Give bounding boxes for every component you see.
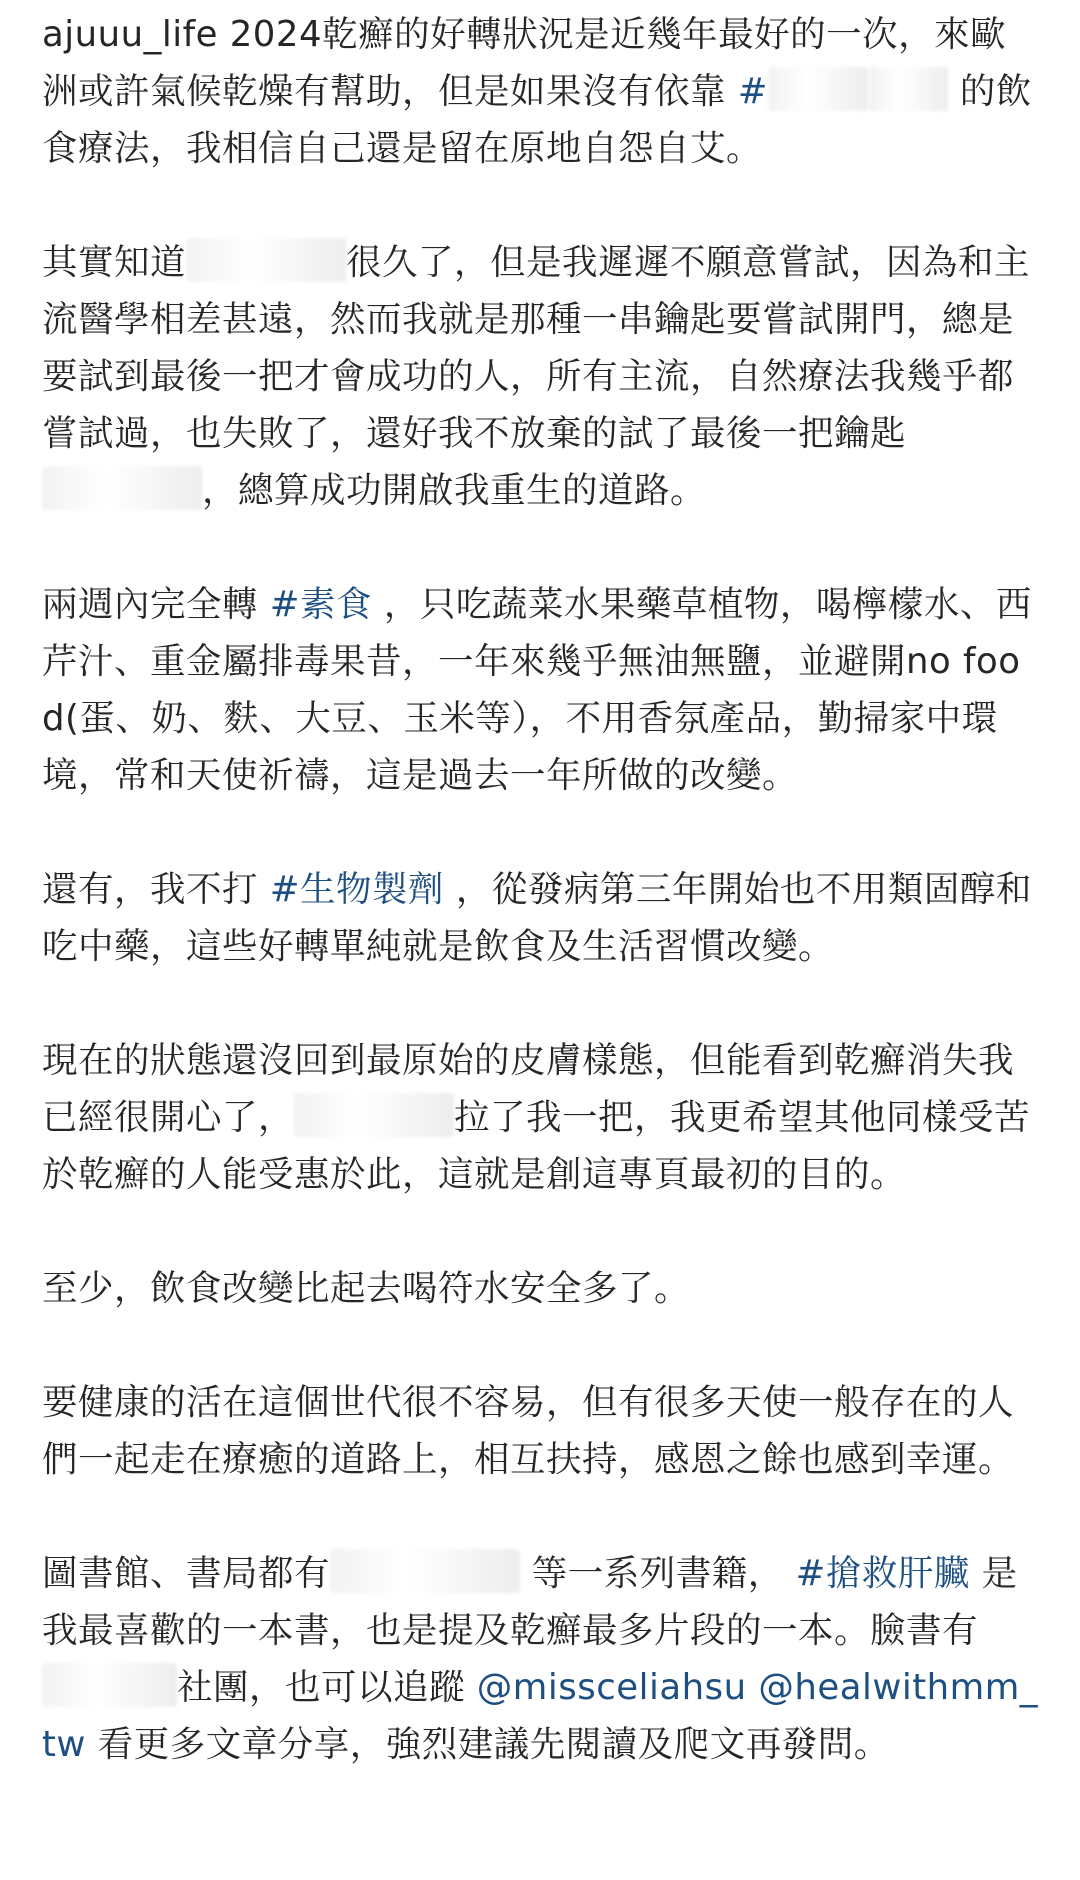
redacted-area xyxy=(186,238,346,282)
hashtag-link[interactable]: #生物製劑 xyxy=(269,869,445,910)
redacted-area xyxy=(330,1549,520,1593)
mention-link[interactable]: @healwithmm_tw xyxy=(42,1667,1039,1765)
redacted-area xyxy=(42,1663,177,1707)
caption-text: 現在的狀態還沒回到最原始的皮膚樣態，但能看到乾癬消失我已經很開心了， xyxy=(42,1040,1015,1138)
caption-text: ，總算成功開啟我重生的道路。 xyxy=(202,470,707,511)
caption-text: 還有，我不打 xyxy=(42,869,270,910)
caption-text: ，從發病第三年開始也不用類固醇和吃中藥，這些好轉單純就是飲食及生活習慣改變。 xyxy=(42,869,1032,967)
caption-text: 2024乾癬的好轉狀況是近幾年最好的一次，來歐洲或許氣候乾燥有幫助，但是如果沒有依靠 xyxy=(42,14,1007,112)
caption-text: 社團，也可以追蹤 xyxy=(177,1667,477,1708)
caption-text xyxy=(747,1667,759,1708)
caption-paragraph-5 xyxy=(42,1032,1040,1203)
caption-text: 圖書館、書局都有 xyxy=(42,1553,331,1594)
caption-text: 至少，飲食改變比起去喝符水安全多了。 xyxy=(42,1268,691,1309)
hashtag-link[interactable]: #搶救肝臟 xyxy=(795,1553,970,1594)
caption-text: 的飲食療法，我相信自己還是留在原地自怨自艾。 xyxy=(42,71,1032,169)
hashtag-link-redacted[interactable]: # xyxy=(737,71,769,112)
redacted-area xyxy=(42,466,202,510)
caption-text: 看更多文章分享，強烈建議先閱讀及爬文再發問。 xyxy=(85,1724,890,1765)
hashtag-link[interactable]: #素食 xyxy=(269,584,373,625)
caption-text: 是我最喜歡的一本書，也是提及乾癬最多片段的一本。臉書有 xyxy=(42,1553,1018,1651)
mention-link[interactable]: @missceliahsu xyxy=(476,1667,747,1708)
caption-text: 很久了，但是我遲遲不願意嘗試，因為和主流醫學相差甚遠，然而我就是那種一串鑰匙要嘗試開門，總是要試到最後一把才會成功的人，所有主流，自然療法我幾乎都嘗試過，也失敗了，還好我不放棄的試了最後一把鑰匙 xyxy=(42,242,1031,454)
username-link[interactable]: ajuuu_life xyxy=(42,14,218,55)
caption-text: 要健康的活在這個世代很不容易，但有很多天使一般存在的人們一起走在療癒的道路上，相互扶持，感恩之餘也感到幸運。 xyxy=(42,1382,1015,1480)
caption-text: 兩週內完全轉 xyxy=(42,584,270,625)
caption-text: ，只吃蔬菜水果藥草植物，喝檸檬水、西芹汁、重金屬排毒果昔，一年來幾乎無油無鹽，並避開no food(蛋、奶、麩、大豆、玉米等），不用香氛產品，勤掃家中環境，常和天使祈禱，這是過去一年所做的改變。 xyxy=(42,584,1032,796)
caption-paragraph-6 xyxy=(42,1260,1040,1317)
caption-paragraph-2 xyxy=(42,234,1040,519)
caption-text: 等一系列書籍， xyxy=(520,1553,796,1594)
redacted-area xyxy=(768,67,868,111)
redacted-area xyxy=(868,67,948,111)
caption-paragraph-1 xyxy=(42,6,1040,177)
caption-text: 拉了我一把，我更希望其他同樣受苦於乾癬的人能受惠於此，這就是創這專頁最初的目的。 xyxy=(42,1097,1031,1195)
caption-paragraph-3 xyxy=(42,576,1040,804)
caption-paragraph-7 xyxy=(42,1374,1040,1488)
caption-paragraph-8 xyxy=(42,1545,1040,1773)
caption-text: 其實知道 xyxy=(42,242,187,283)
redacted-area xyxy=(294,1093,454,1137)
caption-paragraph-4 xyxy=(42,861,1040,975)
